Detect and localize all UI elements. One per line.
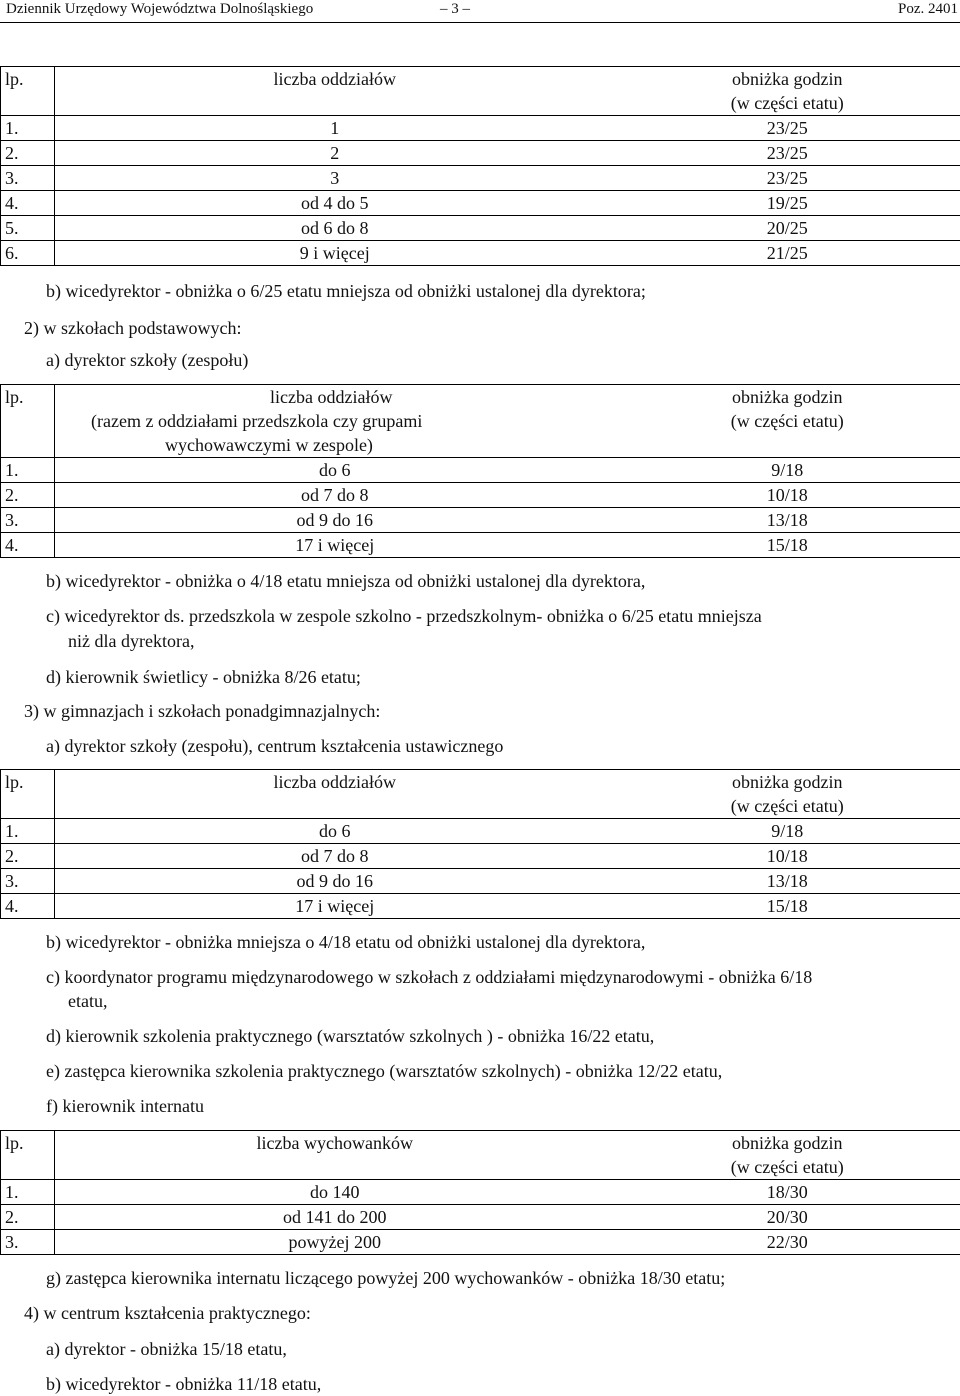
paragraph-b-wicedyrektor-3: b) wicedyrektor - obniżka mniejsza o 4/18 etatu od obniżki ustalonej dla dyrektora,: [46, 932, 646, 952]
header-col: liczba oddziałów (razem z oddziałami przedszkola czy grupami wychowawczymi w zespole): [91, 387, 423, 455]
paragraph-a-dyrektor: a) dyrektor szkoły (zespołu): [46, 350, 249, 370]
cell-col: od 6 do 8: [55, 216, 615, 241]
cell-lp: 2.: [1, 141, 55, 166]
cell-lp: 1.: [1, 1180, 55, 1205]
cell-col: od 9 do 16: [55, 508, 615, 533]
cell-red: 13/18: [615, 508, 960, 533]
header-col: liczba wychowanków: [256, 1133, 413, 1153]
cell-lp: 1.: [1, 458, 55, 483]
cell-red: 21/25: [615, 241, 960, 266]
cell-red: 13/18: [615, 869, 960, 894]
cell-col: 17 i więcej: [55, 533, 615, 558]
cell-red: 23/25: [615, 116, 960, 141]
cell-col: 9 i więcej: [55, 241, 615, 266]
cell-lp: 2.: [1, 844, 55, 869]
position-number: Poz. 2401: [898, 1, 958, 17]
cell-lp: 1.: [1, 819, 55, 844]
paragraph-c-wicedyrektor-przedszkola: c) wicedyrektor ds. przedszkola w zespole szkolno - przedszkolnym- obniżka o 6/25 etatu mniejsza: [46, 606, 762, 626]
cell-lp: 3.: [1, 508, 55, 533]
cell-col: 1: [55, 116, 615, 141]
table-row: [1, 166, 960, 191]
cell-lp: 4.: [1, 191, 55, 216]
cell-red: 23/25: [615, 166, 960, 191]
paragraph-b-wicedyrektor-2: b) wicedyrektor - obniżka o 4/18 etatu mniejsza od obniżki ustalonej dla dyrektora,: [46, 571, 646, 591]
cell-red: 23/25: [615, 141, 960, 166]
table-row: [1, 1180, 960, 1205]
paragraph-f-kierownik-internatu: f) kierownik internatu: [46, 1096, 204, 1116]
cell-lp: 2.: [1, 483, 55, 508]
cell-lp: 2.: [1, 1205, 55, 1230]
header-red: obniżka godzin (w części etatu): [730, 1133, 844, 1177]
paragraph-d-kierownik-szkolenia: d) kierownik szkolenia praktycznego (warsztatów szkolnych ) - obniżka 16/22 etatu,: [46, 1026, 655, 1046]
table-row: [1, 819, 960, 844]
cell-col: 3: [55, 166, 615, 191]
cell-lp: 3.: [1, 166, 55, 191]
table-row: [1, 1205, 960, 1230]
cell-col: do 140: [55, 1180, 615, 1205]
cell-red: 15/18: [615, 894, 960, 919]
paragraph-c-continuation: niż dla dyrektora,: [68, 631, 195, 651]
table-header-row: [1, 385, 960, 458]
cell-red: 15/18: [615, 533, 960, 558]
cell-col: do 6: [55, 458, 615, 483]
paragraph-a-dyrektor-ckp: a) dyrektor - obniżka 15/18 etatu,: [46, 1339, 287, 1359]
cell-lp: 3.: [1, 869, 55, 894]
table-row: [1, 241, 960, 266]
paragraph-d-kierownik-swietlicy: d) kierownik świetlicy - obniżka 8/26 etatu;: [46, 667, 361, 687]
table-row: [1, 1230, 960, 1255]
cell-col: od 7 do 8: [55, 844, 615, 869]
table-header-row: [1, 67, 960, 116]
cell-col: od 7 do 8: [55, 483, 615, 508]
cell-col: od 141 do 200: [55, 1205, 615, 1230]
cell-red: 9/18: [615, 458, 960, 483]
table-row: [1, 191, 960, 216]
table-oddzialy-2: [0, 384, 960, 558]
cell-lp: 6.: [1, 241, 55, 266]
cell-col: od 4 do 5: [55, 191, 615, 216]
header-lp: lp.: [1, 67, 55, 116]
header-lp: lp.: [1, 1131, 55, 1180]
cell-col: do 6: [55, 819, 615, 844]
header-col: liczba oddziałów: [273, 772, 396, 792]
table-wychowankowie: [0, 1130, 960, 1255]
cell-red: 9/18: [615, 819, 960, 844]
table-row: [1, 483, 960, 508]
table-row: [1, 894, 960, 919]
paragraph-g-zastepca-internatu: g) zastępca kierownika internatu liczącego powyżej 200 wychowanków - obniżka 18/30 etatu;: [46, 1268, 726, 1288]
cell-red: 10/18: [615, 483, 960, 508]
cell-lp: 5.: [1, 216, 55, 241]
page-header: [0, 0, 960, 23]
cell-red: 20/30: [615, 1205, 960, 1230]
table-header-row: [1, 770, 960, 819]
cell-red: 22/30: [615, 1230, 960, 1255]
table-row: [1, 116, 960, 141]
cell-col: powyżej 200: [55, 1230, 615, 1255]
paragraph-c-continuation-2: etatu,: [68, 991, 108, 1011]
page-number: – 3 –: [440, 1, 470, 17]
cell-lp: 4.: [1, 894, 55, 919]
table-row: [1, 508, 960, 533]
table-row: [1, 533, 960, 558]
header-lp: lp.: [1, 770, 55, 819]
paragraph-c-koordynator: c) koordynator programu międzynarodowego w szkołach z oddziałami międzynarodowymi - obniżka 6/18: [46, 967, 813, 987]
cell-lp: 4.: [1, 533, 55, 558]
cell-lp: 3.: [1, 1230, 55, 1255]
cell-red: 18/30: [615, 1180, 960, 1205]
cell-red: 10/18: [615, 844, 960, 869]
paragraph-e-zastepca-kierownika: e) zastępca kierownika szkolenia praktycznego (warsztatów szkolnych) - obniżka 12/22 etatu,: [46, 1061, 723, 1081]
cell-col: 2: [55, 141, 615, 166]
paragraph-b-wicedyrektor: b) wicedyrektor - obniżka o 6/25 etatu mniejsza od obniżki ustalonej dla dyrektora;: [46, 281, 646, 301]
cell-lp: 1.: [1, 116, 55, 141]
cell-col: 17 i więcej: [55, 894, 615, 919]
header-red: obniżka godzin (w części etatu): [730, 772, 844, 816]
header-lp: lp.: [1, 385, 55, 458]
table-oddzialy-1: [0, 66, 960, 266]
section-2-heading: 2) w szkołach podstawowych:: [24, 318, 242, 338]
header-red: obniżka godzin (w części etatu): [730, 69, 844, 113]
cell-col: od 9 do 16: [55, 869, 615, 894]
section-4-heading: 4) w centrum kształcenia praktycznego:: [24, 1303, 311, 1323]
header-red: obniżka godzin (w części etatu): [730, 387, 844, 431]
paragraph-b-wicedyrektor-ckp: b) wicedyrektor - obniżka 11/18 etatu,: [46, 1374, 322, 1394]
cell-red: 20/25: [615, 216, 960, 241]
cell-red: 19/25: [615, 191, 960, 216]
table-row: [1, 869, 960, 894]
paragraph-a-dyrektor-ckU: a) dyrektor szkoły (zespołu), centrum kształcenia ustawicznego: [46, 736, 504, 756]
table-header-row: [1, 1131, 960, 1180]
journal-title: Dziennik Urzędowy Województwa Dolnośląskiego: [6, 1, 314, 17]
header-col: liczba oddziałów: [273, 69, 396, 89]
table-row: [1, 458, 960, 483]
table-oddzialy-3: [0, 769, 960, 919]
section-3-heading: 3) w gimnazjach i szkołach ponadgimnazjalnych:: [24, 701, 381, 721]
table-row: [1, 216, 960, 241]
table-row: [1, 844, 960, 869]
table-row: [1, 141, 960, 166]
